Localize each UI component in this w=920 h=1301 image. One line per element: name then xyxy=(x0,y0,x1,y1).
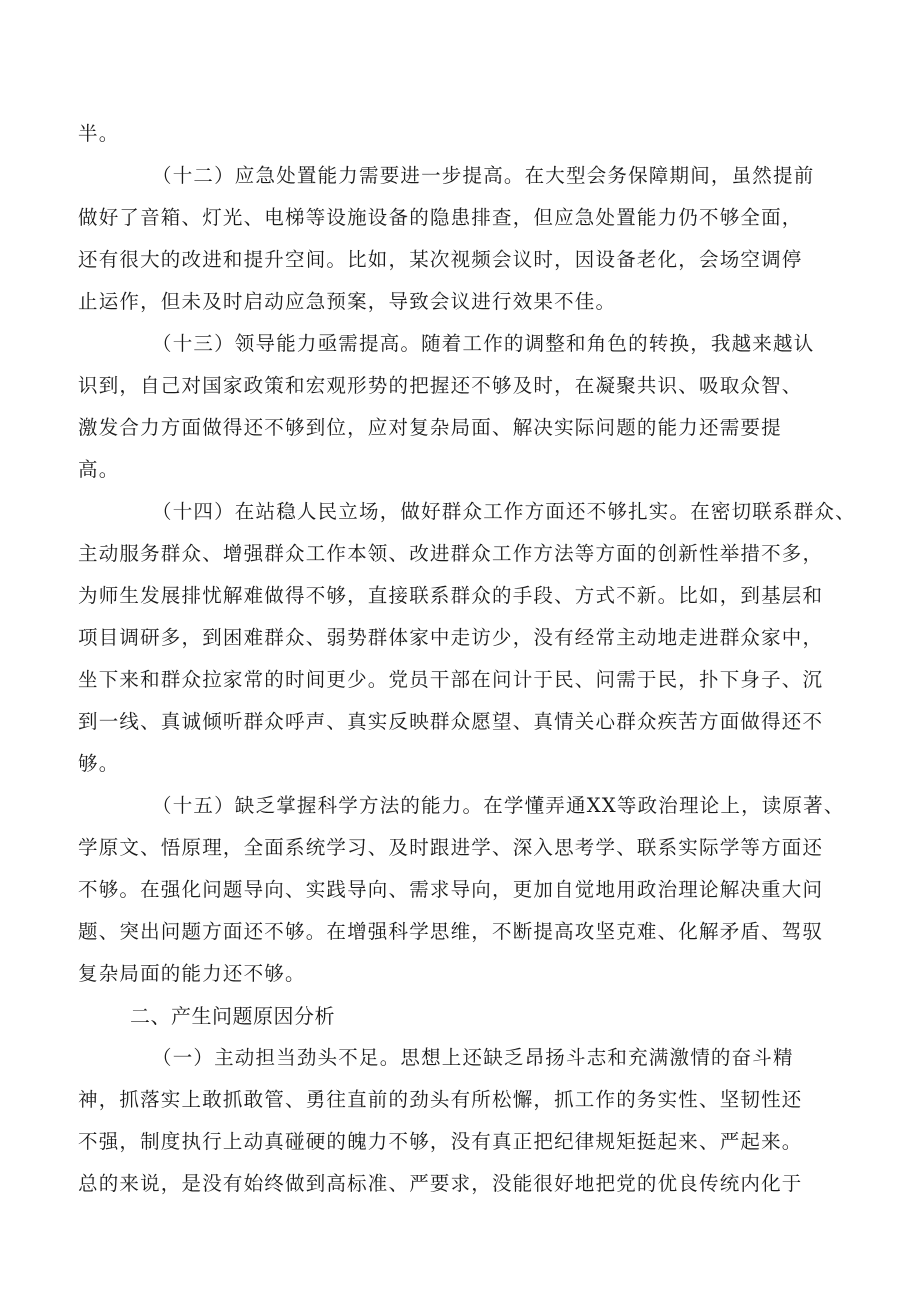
paragraph-12-line-2: 做好了音箱、灯光、电梯等设施设备的隐患排查，但应急处置能力仍不够全面， xyxy=(78,206,803,229)
paragraph-12-line-3: 还有很大的改进和提升空间。比如，某次视频会议时，因设备老化，会场空调停 xyxy=(78,248,803,271)
paragraph-14-line-2: 主动服务群众、增强群众工作本领、改进群众工作方法等方面的创新性举措不多， xyxy=(78,542,824,565)
paragraph-14-line-4: 项目调研多，到困难群众、弱势群体家中走访少，没有经常主动地走进群众家中， xyxy=(78,626,824,649)
paragraph-14-line-3: 为师生发展排忧解难做得不够，直接联系群众的手段、方式不新。比如，到基层和 xyxy=(78,584,824,607)
paragraph-15-line-1: （十五）缺乏掌握科学方法的能力。在学懂弄通XX等政治理论上，读原著、 xyxy=(152,794,845,817)
paragraph-14-line-1: （十四）在站稳人民立场，做好群众工作方面还不够扎实。在密切联系群众、 xyxy=(152,500,856,523)
paragraph-14-line-5: 坐下来和群众拉家常的时间更少。党员干部在问计于民、问需于民，扑下身子、沉 xyxy=(78,668,824,691)
paragraph-14-line-6: 到一线、真诚倾听群众呼声、真实反映群众愿望、真情关心群众疾苦方面做得还不 xyxy=(78,710,824,733)
paragraph-13-line-3: 激发合力方面做得还不够到位，应对复杂局面、解决实际问题的能力还需要提 xyxy=(78,416,782,439)
paragraph-1-line-4: 总的来说，是没有始终做到高标准、严要求，没能很好地把党的优良传统内化于 xyxy=(78,1172,803,1195)
section-heading: 二、产生问题原因分析 xyxy=(130,1004,335,1028)
paragraph-13-line-1: （十三）领导能力亟需提高。随着工作的调整和角色的转换，我越来越认 xyxy=(152,332,815,355)
paragraph-15-line-4: 题、突出问题方面还不够。在增强科学思维，不断提高攻坚克难、化解矛盾、驾驭 xyxy=(78,920,824,943)
paragraph-1-line-1: （一）主动担当劲头不足。思想上还缺乏昂扬斗志和充满激情的奋斗精 xyxy=(152,1046,794,1069)
paragraph-15-line-2: 学原文、悟原理，全面系统学习、及时跟进学、深入思考学、联系实际学等方面还 xyxy=(78,836,824,859)
paragraph-14-line-7: 够。 xyxy=(78,752,120,775)
paragraph-12-line-1: （十二）应急处置能力需要进一步提高。在大型会务保障期间，虽然提前 xyxy=(152,164,815,187)
paragraph-13-line-2: 识到，自己对国家政策和宏观形势的把握还不够及时，在凝聚共识、吸取众智、 xyxy=(78,374,803,397)
paragraph-12-line-4: 止运作，但未及时启动应急预案，导致会议进行效果不佳。 xyxy=(78,290,617,313)
paragraph-1-line-2: 神，抓落实上敢抓敢管、勇往直前的劲头有所松懈，抓工作的务实性、坚韧性还 xyxy=(78,1088,803,1111)
paragraph-15-line-5: 复杂局面的能力还不够。 xyxy=(78,962,306,985)
text-line: 半。 xyxy=(78,122,120,145)
paragraph-15-line-3: 不够。在强化问题导向、实践导向、需求导向，更加自觉地用政治理论解决重大问 xyxy=(78,878,824,901)
paragraph-1-line-3: 不强，制度执行上动真碰硬的魄力不够，没有真正把纪律规矩挺起来、严起来。 xyxy=(78,1130,803,1153)
paragraph-13-line-4: 高。 xyxy=(78,458,120,481)
